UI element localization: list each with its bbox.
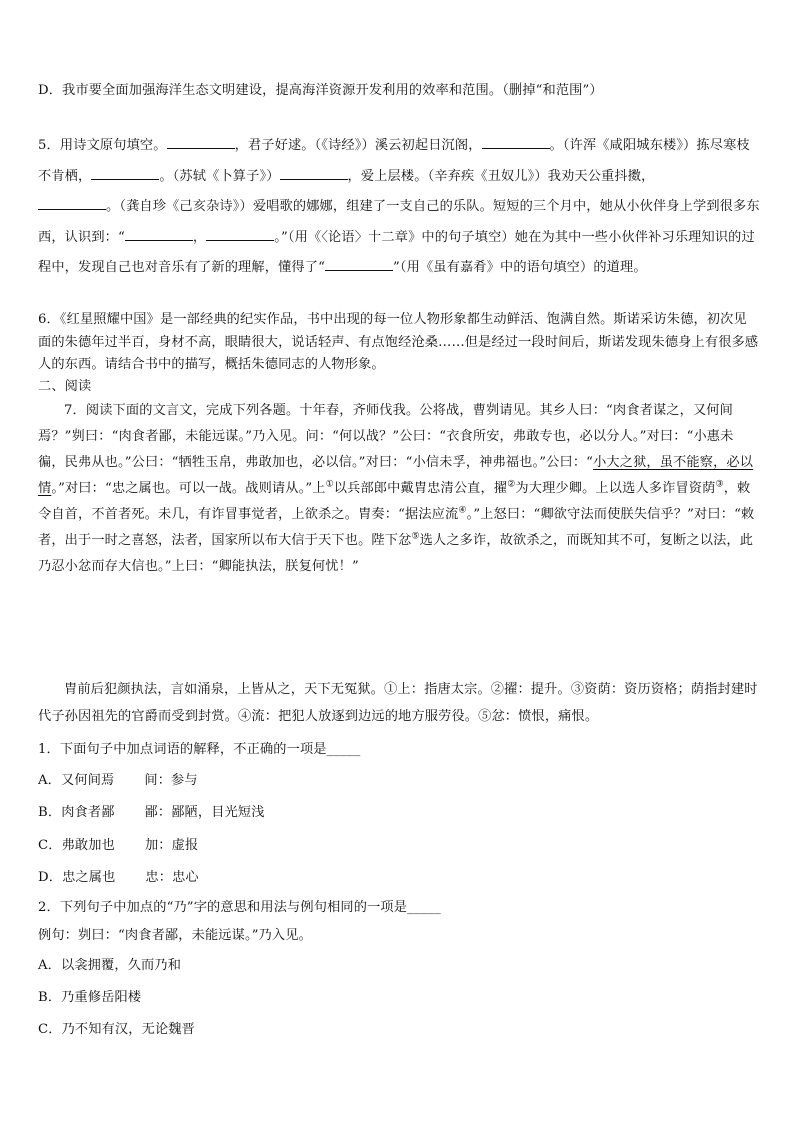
sub-question-2-option-b[interactable]: B．乃重修岳阳楼 [38, 990, 142, 1005]
answer-blank[interactable] [280, 165, 348, 180]
sub-question-1-option-b[interactable]: B．肉食者鄙 鄙：鄙陋，目光短浅 [38, 805, 265, 820]
passage-annotations: 胄前后犯颜执法，言如涌泉，上皆从之，天下无冤狱。①上：指唐太宗。②擢：提升。③资荫：资历资格；荫指封建时代子孙因祖先的官爵而受到封赏。④流：把犯人放逐到边远的地方服劳役。⑤忿：愤恨，痛恨。 [38, 682, 758, 724]
sub-question-1-option-c[interactable]: C．弗敢加也 加：虚报 [38, 838, 199, 853]
answer-blank[interactable] [206, 226, 274, 241]
sub-question-1-option-d[interactable]: D．忠之属也 忠：忠心 [38, 870, 199, 885]
question-5: 5．用诗文原句填空。 ，君子好逑。（《诗经》）溪云初起日沉阁， 。（许浑《咸阳城东楼》）拣尽寒枝不肯栖， 。（苏轼《卜算子》） ，爱上层楼。（辛弃疾《丑奴儿》）我劝天公重抖擞， 。（龚自珍《己亥杂诗》）爱唱歌的娜娜，组建了一支自己的乐队。短短的三个月中，她从小伙伴身上学到很多东西，认识到：“ ， 。”（用《〈论语〉十二章》中的句子填空）她在为其中一些小伙伴补习乐理知识的过程中，发现自己也对音乐有了新的理解，懂得了“ ”（用《虽有嘉肴》中的语句填空）的道理。 [38, 131, 760, 284]
answer-blank[interactable] [167, 134, 235, 149]
sub-question-2-example: 例句：刿曰：“肉食者鄙，未能远谋。”乃入见。 [38, 928, 312, 943]
question-7-passage: 7．阅读下面的文言文，完成下列各题。十年春，齐师伐我。公将战，曹刿请见。其乡人曰：“肉食者谋之，又何间焉？”刿曰：“肉食者鄙，未能远谋。”乃入见。问：“何以战？”公曰：“衣食所安，弗敢专也，必以分人。”对曰：“小惠未徧，民弗从也。”公曰：“牺牲玉帛，弗敢加也，必以信。”对曰：“小信未孚，神弗福也。”公曰：“小大之狱，虽不能察，必以情。”对曰：“忠之属也。可以一战。战则请从。”上①以兵部郎中戴胄忠清公直，擢②为大理少卿。上以选人多诈冒资荫③，敕令自首，不首者死。未几，有诈冒事觉者，上欲杀之。胄奏：“据法应流④。”上怒曰：“卿欲守法而使朕失信乎？”对曰：“敕者，出于一时之喜怒，法者，国家所以布大信于天下也。陛下忿⑤选人之多诈，故欲杀之，而既知其不可，复断之以法，此乃忍小忿而存大信也。”上曰：“卿能执法，朕复何忧！” [38, 403, 755, 574]
sub-question-2-option-a[interactable]: A．以衾拥覆，久而乃和 [38, 958, 182, 973]
answer-blank[interactable] [38, 195, 106, 210]
sub-question-1-option-a[interactable]: A．又何间焉 间：参与 [38, 773, 198, 788]
underlined-sentence: 小大之狱，虽不能察，必以情 [38, 455, 754, 496]
answer-blank[interactable] [482, 134, 550, 149]
answer-blank[interactable] [325, 256, 393, 271]
prev-question-option-d: D．我市要全面加强海洋生态文明建设，提高海洋资源开发利用的效率和范围。（删掉“和范围”） [38, 83, 603, 98]
section-heading-reading: 二、阅读 [38, 379, 92, 394]
question-6: 6．《红星照耀中国》是一部经典的纪实作品，书中出现的每一位人物形象都生动鲜活、饱满自然。斯诺采访朱德，初次见面的朱德年过半百，身材不高，眼睛很大，说话轻声、有点饱经沧桑……但是经过一段时间后，斯诺发现朱德身上有很多感人的东西。请结合书中的描写，概括朱德同志的人物形象。 [38, 312, 759, 372]
sub-question-1-stem: 1．下面句子中加点词语的解释，不正确的一项是_____ [38, 742, 361, 757]
question-number: 5． [38, 138, 60, 153]
sub-question-2-option-c[interactable]: C．乃不知有汉，无论魏晋 [38, 1022, 195, 1037]
sub-question-2-stem: 2．下列句子中加点的“乃”字的意思和用法与例句相同的一项是_____ [38, 900, 441, 915]
answer-blank[interactable] [125, 226, 193, 241]
answer-blank[interactable] [91, 165, 159, 180]
